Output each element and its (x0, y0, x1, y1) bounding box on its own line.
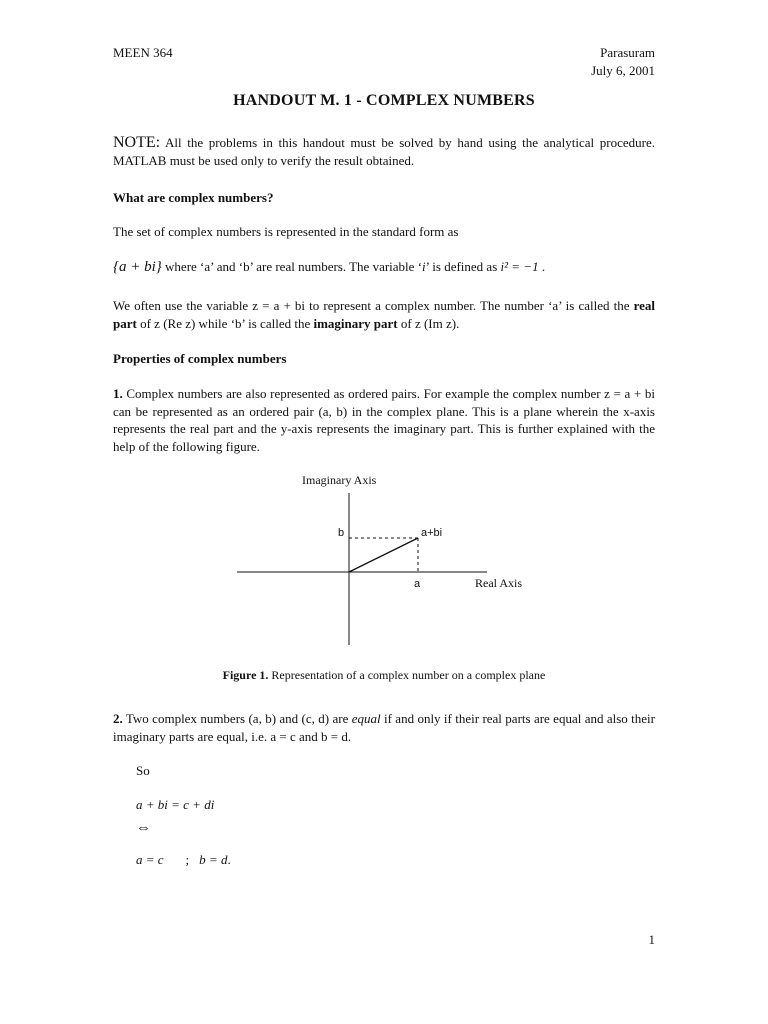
equation-1: a + bi = c + di (136, 797, 215, 812)
section-heading-properties: Properties of complex numbers (113, 351, 287, 366)
b-label: b (338, 527, 345, 539)
figure-caption-label: Figure 1. (222, 668, 269, 682)
equation-2-end: . (227, 852, 231, 867)
note-label: NOTE: (113, 134, 161, 151)
i-symbol: i (422, 259, 426, 274)
intro-text: The set of complex numbers is represented in the standard form as (113, 224, 459, 239)
page-title: HANDOUT M. 1 - COMPLEX NUMBERS (233, 92, 535, 109)
imaginary-part-term: imaginary part (313, 315, 398, 331)
handout-date: July 6, 2001 (591, 63, 655, 78)
real-part-term: real part (113, 298, 655, 331)
section-heading-what-are: What are complex numbers? (113, 190, 274, 205)
course-code: MEEN 364 (113, 45, 173, 60)
equation-2b: b = d (199, 852, 228, 867)
imaginary-axis-label: Imaginary Axis (302, 473, 377, 487)
standard-form-text-2: ’ is defined as (425, 259, 501, 274)
property-2-text-2: if and only if their real parts are equal and also their imaginary parts are equal, i.e. a = c and b = d. (113, 711, 655, 744)
variable-text-2: of z (Re z) while ‘b’ is called the (136, 315, 314, 331)
a-label: a (414, 578, 421, 590)
variable-text-1: We often use the variable z = a + bi to represent a complex number. The number ‘a’ is called the (113, 298, 634, 313)
property-2-number: 2. (113, 711, 123, 726)
complex-plane-figure (0, 460, 768, 660)
property-1-number: 1. (113, 386, 123, 401)
standard-form-text: where ‘a’ and ‘b’ are real numbers. The variable ‘ (161, 259, 423, 274)
variable-paragraph (113, 297, 655, 332)
point-label: a+bi (421, 527, 443, 539)
standard-form-expression: {a + bi} (113, 259, 162, 275)
standard-form-line (113, 258, 655, 277)
property-2-paragraph (113, 710, 655, 745)
standard-form-end: . (538, 259, 546, 274)
equation-2-separator: ; (185, 852, 190, 867)
equation-2 (136, 852, 231, 868)
real-axis-label: Real Axis (475, 576, 522, 590)
note-paragraph (113, 134, 655, 169)
complex-vector-line (349, 538, 418, 572)
equal-term: equal (351, 711, 381, 726)
page-number: 1 (648, 932, 655, 947)
variable-text-3: of z (Im z). (397, 315, 460, 331)
figure-caption-text: Representation of a complex number on a complex plane (268, 668, 546, 682)
author-name: Parasuram (600, 45, 655, 60)
i-squared-equation: i² = −1 (500, 259, 539, 274)
iff-symbol: ⇔ (136, 820, 151, 836)
property-2-text-1: Two complex numbers (a, b) and (c, d) are (122, 711, 352, 726)
property-1-text: Complex numbers are also represented as ordered pairs. For example the complex number z = a + bi can be represented as an ordered pair (a, b) in the complex plane. This is a plane wherein the x-axis represents the real part and the y-axis represents the imaginary part. This is further explained with the help of the following figure. (113, 386, 655, 454)
so-label: So (136, 763, 150, 778)
figure-caption (0, 668, 768, 683)
note-text: All the problems in this handout must be solved by hand using the analytical procedure. MATLAB must be used only to verify the result obtained. (113, 135, 655, 168)
property-1-paragraph (113, 385, 655, 455)
equation-2a: a = c (136, 852, 164, 867)
